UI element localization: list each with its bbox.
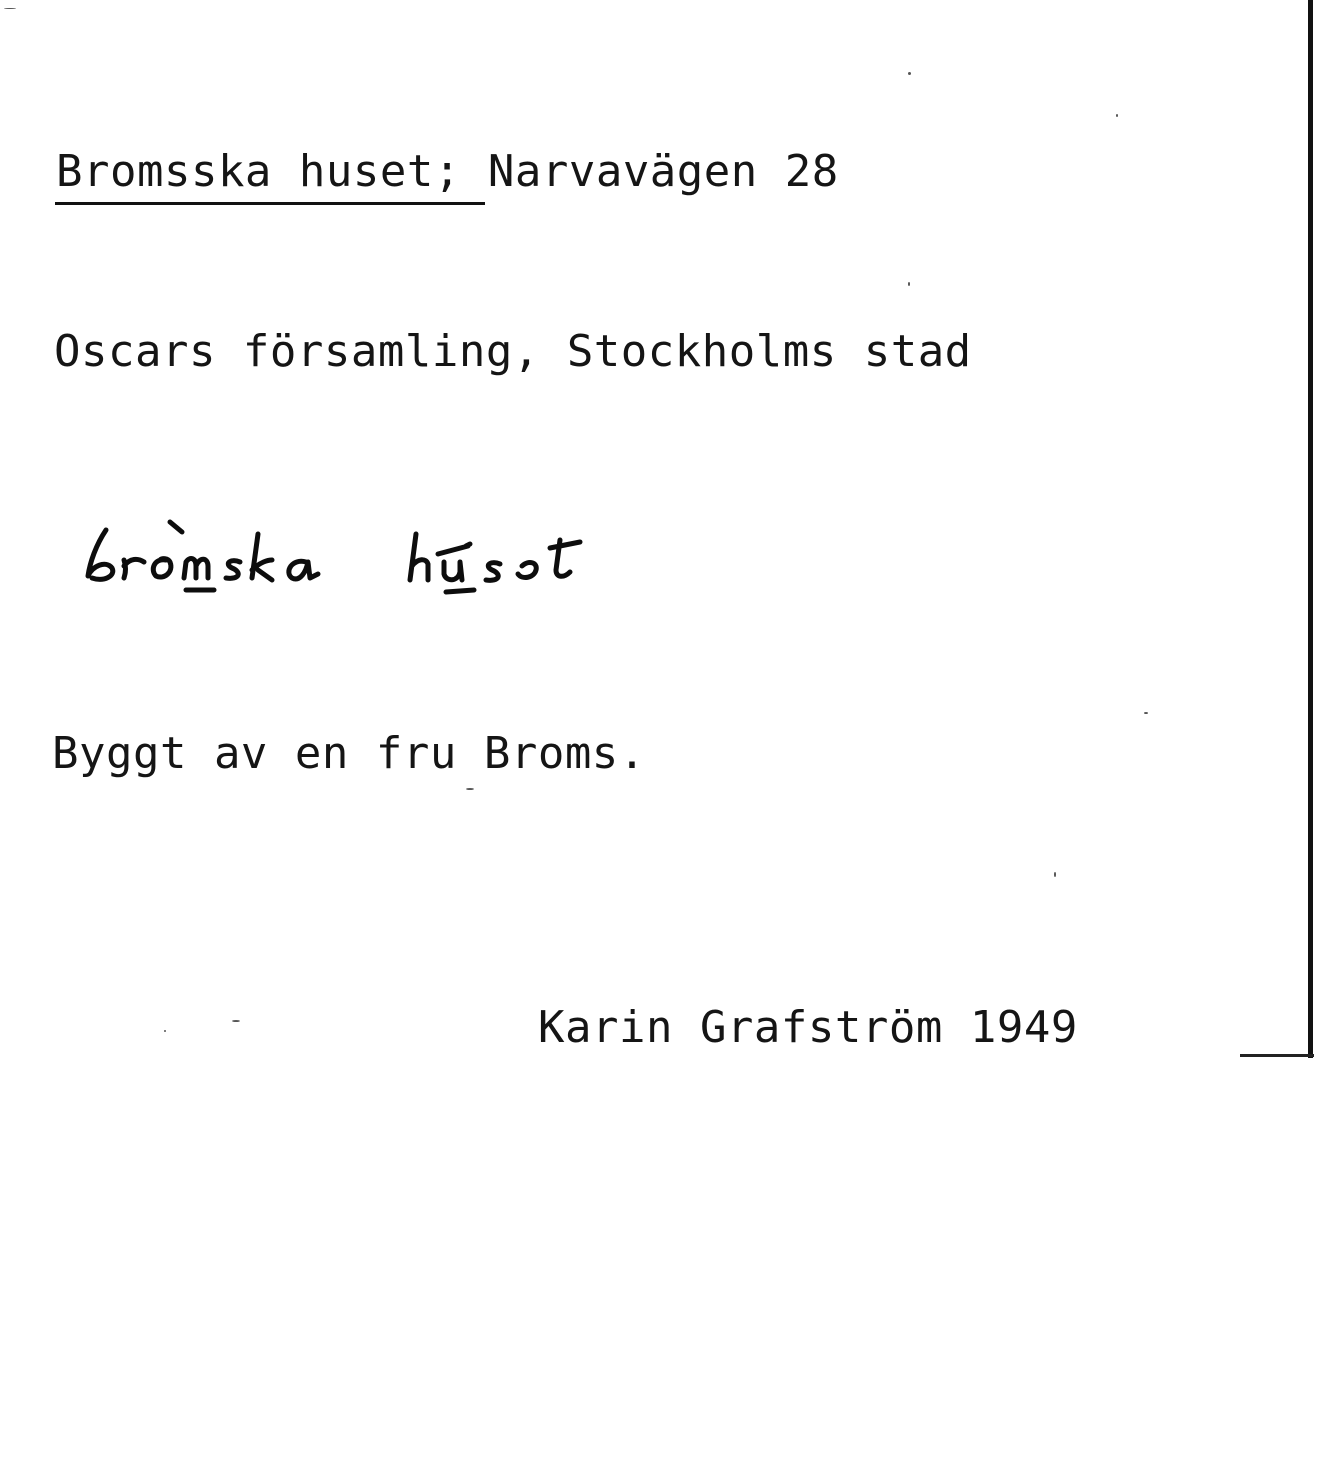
- paper-speck: [1054, 872, 1056, 877]
- paper-speck: [908, 282, 910, 286]
- card-heading: [56, 146, 839, 197]
- paper-speck: [1144, 712, 1148, 714]
- signature-line: Karin Grafström 1949: [538, 1002, 1078, 1053]
- card-bottom-edge: [1240, 1054, 1314, 1057]
- paper-speck: [466, 788, 474, 790]
- paper-speck: [4, 8, 16, 9]
- note-line: Byggt av en fru Broms.: [52, 728, 646, 779]
- paper-speck: [164, 1030, 166, 1032]
- paper-speck: [232, 1020, 240, 1022]
- address: Narvavägen 28: [460, 146, 839, 197]
- heading-separator: ;: [433, 146, 461, 197]
- paper-speck: [908, 72, 911, 75]
- place-name-underline: [55, 202, 485, 205]
- paper-speck: [1116, 114, 1118, 117]
- parish-line: Oscars församling, Stockholms stad: [54, 326, 972, 377]
- card-right-edge: [1308, 0, 1313, 1058]
- place-name: Bromsska huset: [56, 146, 434, 197]
- handwritten-pronunciation: [82, 500, 622, 610]
